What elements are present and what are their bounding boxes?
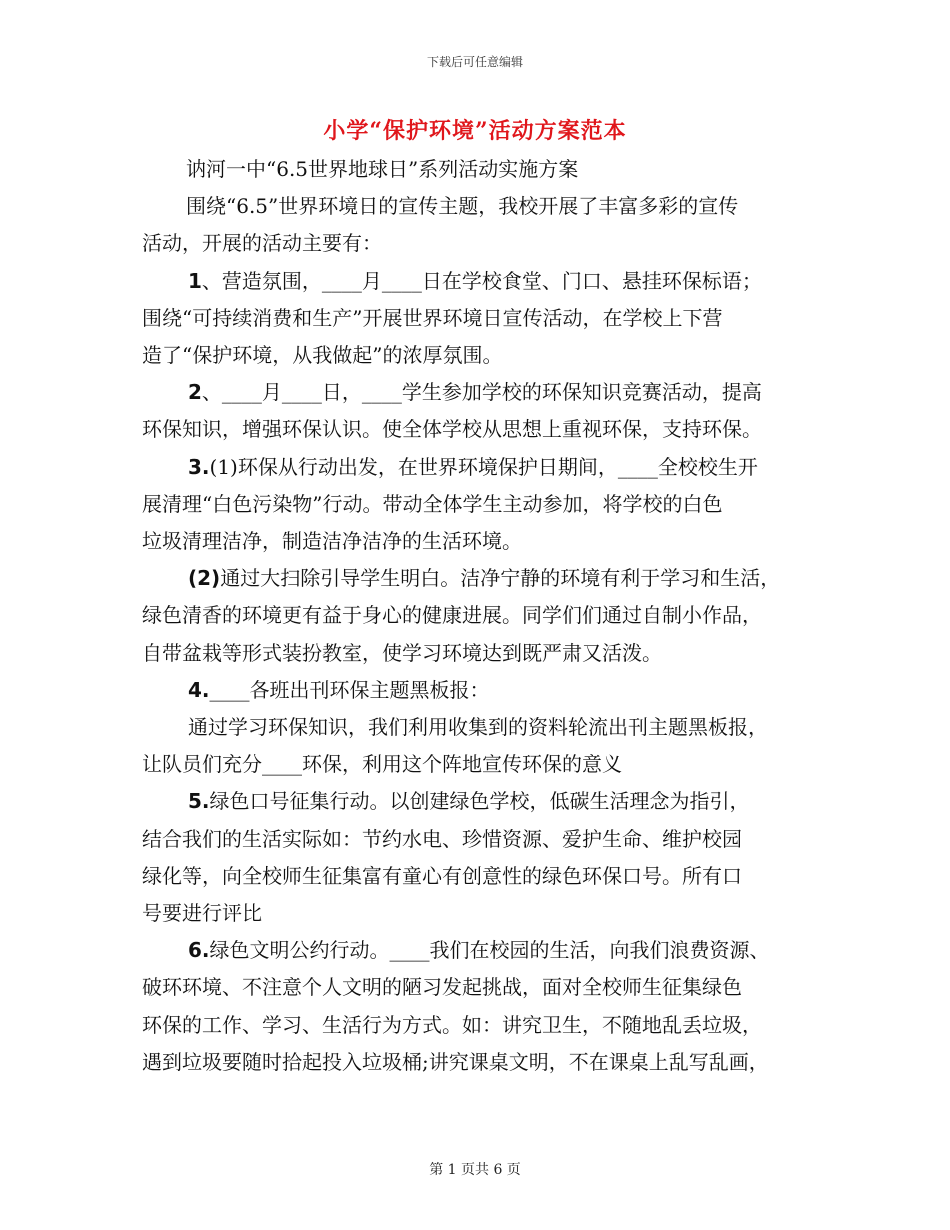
list-item-2: 2、____月____日，____学生参加学校的环保知识竞赛活动，提高: [188, 380, 762, 404]
body-line: 破环环境、不注意个人文明的陋习发起挑战，面对全校师生征集绿色: [142, 975, 742, 999]
list-number: 6.: [188, 938, 210, 962]
list-number: 3.: [188, 455, 210, 479]
body-line: 讷河一中“6.5世界地球日”系列活动实施方案: [186, 157, 579, 181]
body-line: 遇到垃圾要随时拾起投入垃圾桶;讲究课桌文明，不在课桌上乱写乱画，: [142, 1050, 769, 1074]
list-item-5: 5.绿色口号征集行动。以创建绿色学校，低碳生活理念为指引，: [188, 789, 750, 813]
document-title: 小学“保护环境”活动方案范本: [323, 118, 627, 144]
body-line: 号要进行评比: [142, 901, 262, 925]
body-line: 绿色清香的环境更有益于身心的健康进展。同学们们通过自制小作品，: [142, 603, 762, 627]
body-line: 活动，开展的活动主要有：: [142, 231, 382, 255]
body-line: 垃圾清理洁净，制造洁净洁净的生活环境。: [142, 529, 522, 553]
body-line: 自带盆栽等形式装扮教室，使学习环境达到既严肃又活泼。: [142, 641, 662, 665]
body-line: 环保知识，增强环保认识。使全体学校从思想上重视环保，支持环保。: [142, 417, 762, 441]
list-number: (2): [188, 566, 221, 590]
body-line: 造了“保护环境，从我做起”的浓厚氛围。: [142, 343, 503, 367]
page-footer: 第 1 页共 6 页: [429, 1162, 521, 1178]
list-item-3: 3.(1)环保从行动出发，在世界环境保护日期间，____全校校生开: [188, 455, 758, 479]
body-line: 通过学习环保知识，我们利用收集到的资料轮流出刊主题黑板报，: [188, 715, 768, 739]
list-number: 1: [188, 269, 202, 293]
body-line: 展清理“白色污染物”行动。带动全体学生主动参加，将学校的白色: [142, 492, 723, 516]
body-line: 围绕“可持续消费和生产”开展世界环境日宣传活动，在学校上下营: [142, 306, 723, 330]
list-item-1: 1、营造氛围，____月____日在学校食堂、门口、悬挂环保标语；: [188, 269, 762, 293]
body-line: 环保的工作、学习、生活行为方式。如：讲究卫生，不随地乱丢垃圾，: [142, 1013, 762, 1037]
body-line: 结合我们的生活实际如：节约水电、珍惜资源、爱护生命、维护校园: [142, 827, 742, 851]
list-item-6: 6.绿色文明公约行动。____我们在校园的生活，向我们浪费资源、: [188, 938, 770, 962]
body-line: 让队员们充分____环保，利用这个阵地宣传环保的意义: [142, 752, 622, 776]
list-number: 4.: [188, 678, 210, 702]
list-item-3-2: (2)通过大扫除引导学生明白。洁净宁静的环境有利于学习和生活，: [188, 566, 781, 590]
list-number: 5.: [188, 789, 210, 813]
page-header-note: 下载后可任意编辑: [426, 55, 523, 69]
list-item-4: 4.____各班出刊环保主题黑板报：: [188, 678, 490, 702]
body-line: 绿化等，向全校师生征集富有童心有创意性的绿色环保口号。所有口: [142, 864, 742, 888]
list-number: 2: [188, 380, 202, 404]
body-line: 围绕“6.5”世界环境日的宣传主题，我校开展了丰富多彩的宣传: [186, 194, 739, 218]
